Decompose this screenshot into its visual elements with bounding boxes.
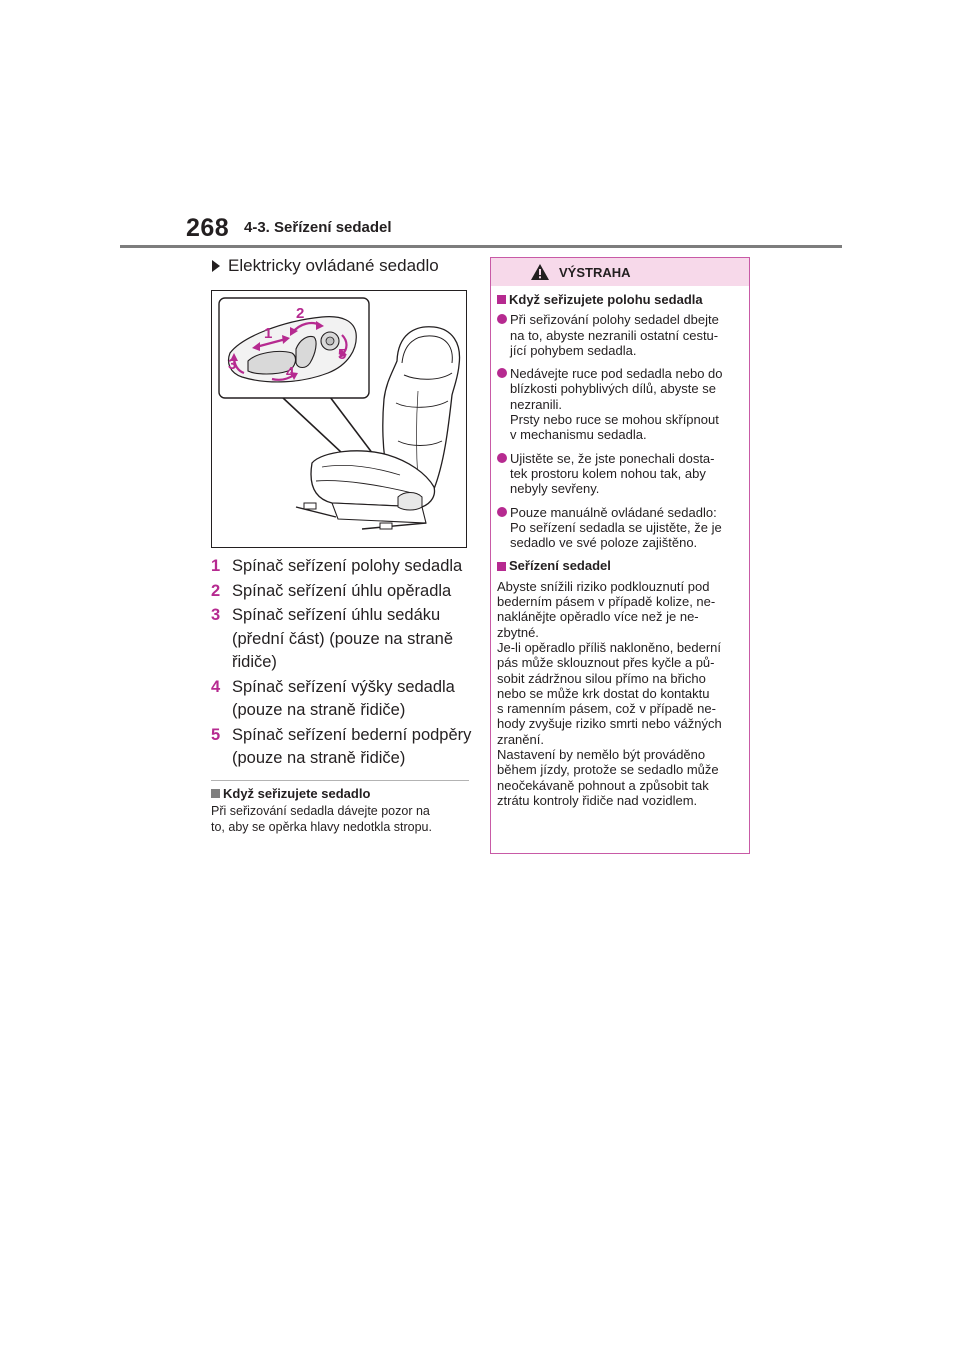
item-number: 3 <box>211 606 221 624</box>
warning-content <box>491 286 749 808</box>
warning-section-title-text: Když seřizujete polohu sedadla <box>509 292 703 307</box>
round-bullet-icon <box>497 507 507 517</box>
item-line: Spínač seřízení úhlu opěradla <box>232 581 452 600</box>
paragraph-line: Nastavení by nemělo být prováděno <box>497 747 706 763</box>
item-line: Spínač seřízení bederní podpěry <box>232 725 472 744</box>
list-item <box>211 555 473 579</box>
callout-5: 5 <box>338 346 347 363</box>
paragraph-line: nebo se může krk dostat do kontaktu <box>497 685 710 701</box>
list-item <box>211 604 473 675</box>
bullet-line: Po seřízení sedadla se ujistěte, že je <box>510 519 722 535</box>
warning-bullet <box>497 312 743 358</box>
paragraph-line: s ramenním pásem, což v případě ne- <box>497 701 716 717</box>
item-text <box>232 676 473 723</box>
paragraph-line: neočekávaně pohnout a způsobit tak <box>497 777 709 793</box>
item-number: 1 <box>211 557 221 575</box>
note-block <box>211 786 473 835</box>
item-list <box>211 555 473 772</box>
item-line: (pouze na straně řidiče) <box>232 701 406 719</box>
header-rule <box>120 245 842 248</box>
warning-section-title-text: Seřízení sedadel <box>509 558 611 574</box>
warning-bullet <box>497 451 743 497</box>
page-number: 268 <box>186 214 230 242</box>
item-line: Spínač seřízení výšky sedadla <box>232 677 455 696</box>
warning-triangle-icon <box>530 263 550 281</box>
note-body <box>211 804 473 835</box>
paragraph-line: sobit zádržnou silou přímo na břicho <box>497 670 706 686</box>
item-text <box>232 604 473 675</box>
list-item <box>211 676 473 723</box>
bullet-line: nebyly sevřeny. <box>510 481 600 497</box>
note-line: to, aby se opěrka hlavy nedotkla stropu. <box>211 819 432 834</box>
warning-section-title <box>497 292 743 307</box>
seat-illustration <box>211 290 467 548</box>
paragraph-line: zbytné. <box>497 624 539 640</box>
item-number: 4 <box>211 677 221 696</box>
rail-bracket <box>380 523 392 529</box>
paragraph-line: naklánějte opěradlo více než je ne- <box>497 609 699 625</box>
warning-bullet <box>497 366 743 442</box>
paragraph-line: během jízdy, protože se sedadlo může <box>497 762 719 778</box>
list-item <box>211 580 473 604</box>
note-divider <box>211 780 469 781</box>
item-line: (přední část) (pouze na straně <box>232 629 454 648</box>
item-line: řidiče) <box>232 653 277 671</box>
bullet-line: jící pohybem sedadla. <box>510 342 637 358</box>
seat-illustration-svg <box>212 291 468 549</box>
bullet-line: Prsty nebo ruce se mohou skřípnout <box>510 412 719 428</box>
rail-bracket <box>304 503 316 509</box>
round-bullet-icon <box>497 314 507 324</box>
bullet-line: Ujistěte se, že jste ponechali dosta- <box>510 450 715 466</box>
paragraph-line: Abyste snížili riziko podklouznutí pod <box>497 578 710 594</box>
bullet-line: tek prostoru kolem nohou tak, aby <box>510 465 706 481</box>
square-bullet-icon <box>497 295 506 304</box>
figure-heading-block <box>211 256 469 276</box>
note-title <box>211 786 473 801</box>
warning-box <box>490 257 750 854</box>
seat-rail <box>362 523 426 529</box>
square-bullet-icon <box>211 789 220 798</box>
seat-switch-panel <box>398 493 422 511</box>
bullet-line: blízkosti pohyblivých dílů, abyste se <box>510 381 716 397</box>
note-line: Při seřizování sedadla dávejte pozor na <box>211 804 430 818</box>
lumbar-switch-center <box>326 337 334 345</box>
triangle-bullet-icon <box>212 260 220 272</box>
item-text <box>232 580 473 604</box>
bullet-line: Nedávejte ruce pod sedadla nebo do <box>510 366 723 382</box>
note-title-text: Když seřizujete sedadlo <box>223 786 371 801</box>
bullet-line: sedadlo ve své poloze zajištěno. <box>510 535 698 551</box>
round-bullet-icon <box>497 368 507 378</box>
item-line: Spínač seřízení úhlu sedáku <box>232 606 441 624</box>
bullet-line: nezranili. <box>510 396 563 412</box>
square-bullet-icon <box>497 562 506 571</box>
warning-bullet <box>497 505 743 551</box>
paragraph-line: bederním pásem v případě kolize, ne- <box>497 594 716 610</box>
paragraph-line: zranění. <box>497 731 544 747</box>
warning-paragraph <box>497 579 743 808</box>
warning-section-title <box>497 558 743 573</box>
bullet-line: Při seřizování polohy sedadel dbejte <box>510 312 719 328</box>
item-number: 2 <box>211 581 221 600</box>
paragraph-line: Je-li opěradlo příliš nakloněno, bederní <box>497 639 722 655</box>
section-title: 4-3. Seřízení sedadel <box>244 219 392 236</box>
bullet-line: v mechanismu sedadla. <box>510 427 647 443</box>
bullet-line: Pouze manuálně ovládané sedadlo: <box>510 504 717 520</box>
callout-2: 2 <box>296 305 305 322</box>
item-line: Spínač seřízení polohy sedadla <box>232 557 463 575</box>
bullet-line: na to, abyste nezranili ostatní cestu- <box>510 327 719 343</box>
item-number: 5 <box>211 725 221 744</box>
round-bullet-icon <box>497 453 507 463</box>
item-text <box>232 555 473 579</box>
warning-header <box>491 258 749 286</box>
figure-heading-text: Elektricky ovládané sedadlo <box>228 256 439 275</box>
paragraph-line: hody zvyšuje riziko smrti nebo vážných <box>497 716 722 732</box>
figure-heading <box>211 256 469 276</box>
callout-1: 1 <box>264 325 273 342</box>
list-item <box>211 724 473 771</box>
callout-4: 4 <box>286 364 295 381</box>
callout-3: 3 <box>228 356 237 373</box>
paragraph-line: pás může sklouznout přes kyčle a pů- <box>497 655 715 671</box>
paragraph-line: ztrátu kontroly řidiče nad vozidlem. <box>497 792 698 808</box>
item-text <box>232 724 473 771</box>
item-line: (pouze na straně řidiče) <box>232 749 406 767</box>
warning-label: VÝSTRAHA <box>559 264 631 280</box>
